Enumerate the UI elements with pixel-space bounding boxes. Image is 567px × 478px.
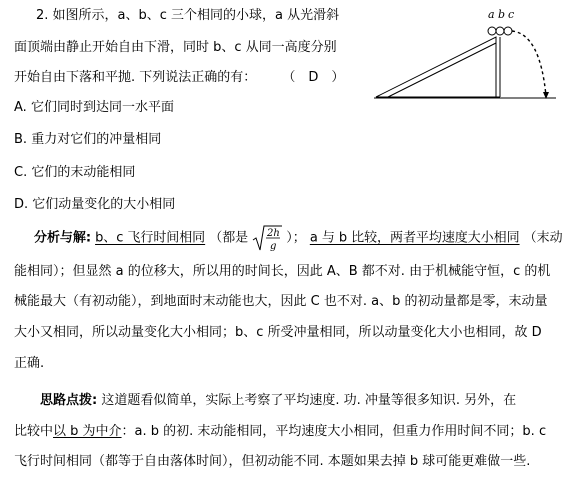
- ball-label-b: b: [498, 8, 506, 21]
- question-number: 2.: [36, 8, 49, 23]
- option-d: [14, 195, 175, 215]
- analysis-line-5: 正确.: [14, 356, 45, 371]
- analysis-line-3: 械能最大（有初动能），到地面时末动能也大，因此 C 也不对. a、b 的初动量都是零，末动量: [14, 294, 548, 309]
- option-label: C.: [14, 165, 28, 180]
- analysis-seg2: （都是: [209, 230, 249, 246]
- tips-text-2-post: ：a. b 的初. 末动能相同，平均速度大小相同，但重力作用时间不同；b. c: [121, 424, 547, 439]
- analysis-seg5: （末动: [523, 230, 563, 246]
- option-a: [14, 98, 174, 118]
- answer-bracket: （ D ）: [282, 70, 345, 85]
- analysis-seg4: a 与 b 比较，两者平均速度大小相同: [309, 230, 520, 246]
- analysis-line-2: 能相同）；但显然 a 的位移大，所以用的时间长，因此 A、B 都不对. 由于机械能守恒，c 的机: [14, 264, 551, 279]
- question-text-1: 如图所示，a、b、c 三个相同的小球，a 从光滑斜: [52, 8, 340, 23]
- ball-label-c: c: [508, 8, 515, 21]
- ball-label-a: a: [488, 8, 495, 21]
- ball-b: [496, 27, 504, 35]
- analysis-heading: 分析与解:: [34, 230, 91, 246]
- option-text: 它们同时到达同一水平面: [30, 100, 174, 115]
- analysis-seg1: b、c 飞行时间相同: [95, 230, 206, 246]
- question-line-2: 面顶端由静止开始自由下滑，同时 b、c 从同一高度分别: [14, 40, 337, 55]
- incline-figure: [370, 4, 560, 104]
- option-c: [14, 163, 135, 183]
- analysis-line-4: 大小又相同，所以动量变化大小相同；b、c 所受冲量相同，所以动量变化大小也相同，故 D: [14, 325, 542, 340]
- option-label: B.: [14, 132, 28, 147]
- question-line-1: [36, 6, 339, 26]
- question-line-3: [14, 68, 344, 88]
- question-text-3: 开始自由下落和平抛. 下列说法正确的有：: [14, 70, 257, 85]
- incline-wedge: [376, 37, 500, 97]
- formula-num: 2h: [267, 228, 280, 239]
- projectile-path: [512, 31, 546, 96]
- tips-text-2-underline: 以 b 为中介: [53, 424, 122, 439]
- tips-text-1: 这道题看似简单，实际上考察了平均速度. 功. 冲量等很多知识. 另外，在: [101, 393, 517, 408]
- option-b: [14, 130, 161, 150]
- tips-line-1: [40, 391, 516, 411]
- sqrt-formula: [252, 224, 282, 252]
- analysis-line-1: [34, 224, 563, 252]
- option-label: D.: [14, 197, 29, 212]
- tips-text-2-pre: 比较中: [14, 424, 54, 439]
- ball-a: [488, 27, 496, 35]
- formula-den: g: [270, 241, 277, 252]
- option-label: A.: [14, 100, 27, 115]
- option-text: 它们的末动能相同: [31, 165, 136, 180]
- tips-heading: 思路点拨:: [40, 393, 98, 408]
- option-text: 它们动量变化的大小相同: [32, 197, 176, 212]
- ball-c: [504, 27, 512, 35]
- tips-line-3: 飞行时间相同（都等于自由落体时间），但初动能不同. 本题如果去掉 b 球可能更难做一些.: [14, 454, 531, 469]
- analysis-seg3: ）；: [286, 230, 306, 246]
- option-text: 重力对它们的冲量相同: [31, 132, 162, 147]
- tips-line-2: [14, 422, 546, 442]
